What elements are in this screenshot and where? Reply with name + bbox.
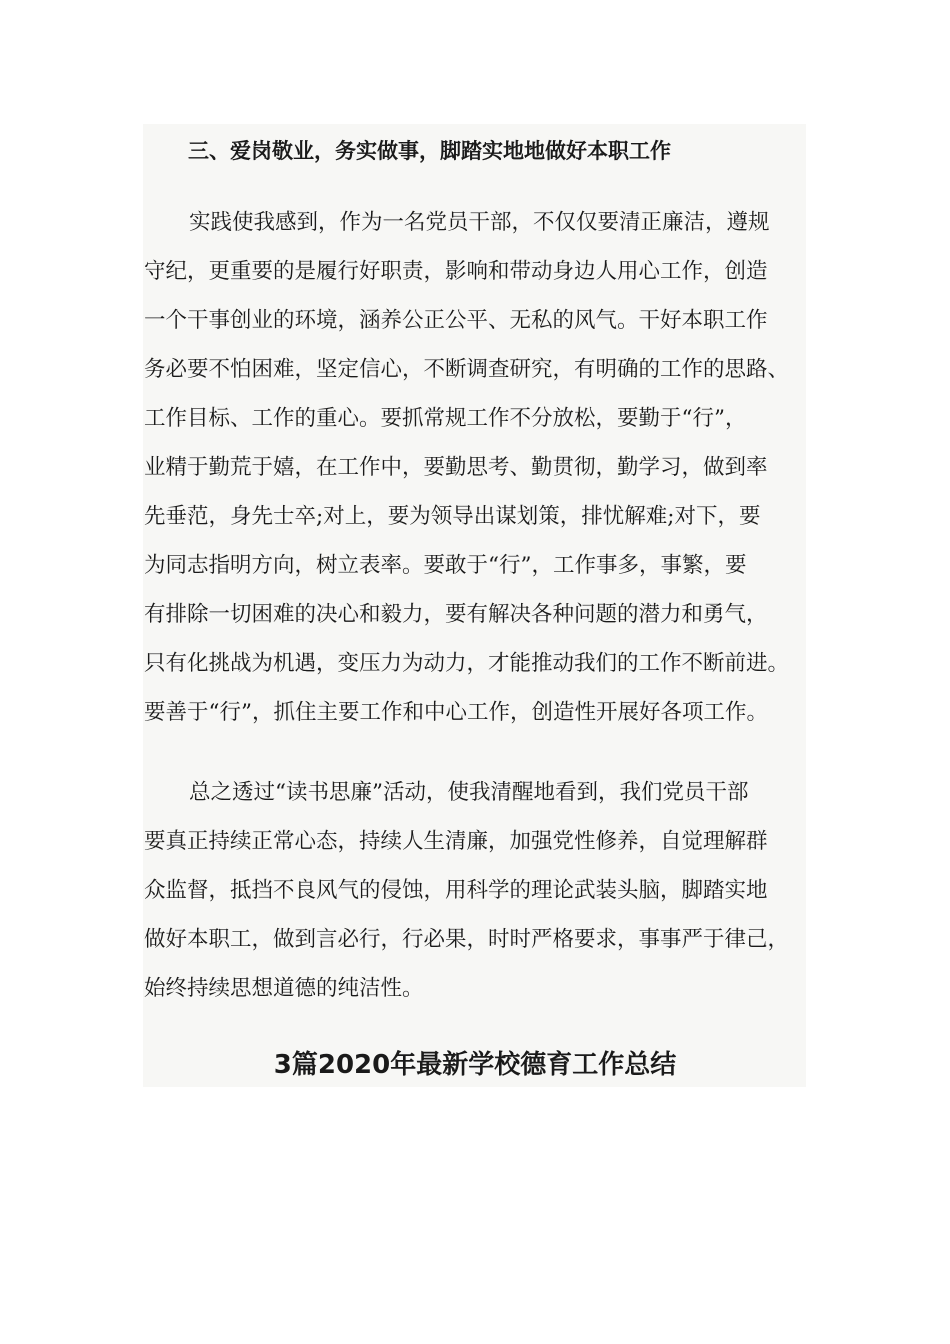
paragraph-line: 始终持续思想道德的纯洁性。 — [144, 976, 424, 1001]
paragraph-practice — [144, 198, 789, 737]
paragraph-line: 实践使我感到，作为一名党员干部，不仅仅要清正廉洁，遵规 — [189, 210, 770, 235]
document-title: 3篇2020年最新学校德育工作总结 — [273, 1050, 677, 1080]
paragraph-line: 先垂范，身先士卒;对上，要为领导出谋划策，排忧解难;对下，要 — [144, 504, 761, 529]
paragraph-line: 有排除一切困难的决心和毅力，要有解决各种问题的潜力和勇气， — [144, 602, 768, 627]
paragraph-line: 要善于“行”，抓住主要工作和中心工作，创造性开展好各项工作。 — [144, 700, 768, 725]
paragraph-line: 众监督，抵挡不良风气的侵蚀，用科学的理论武装头脑，脚踏实地 — [144, 878, 768, 903]
paragraph-line: 工作目标、工作的重心。要抓常规工作不分放松，要勤于“行”， — [144, 406, 747, 431]
paragraph-line: 要真正持续正常心态，持续人生清廉，加强党性修养，自觉理解群 — [144, 829, 768, 854]
paragraph-line: 业精于勤荒于嬉，在工作中，要勤思考、勤贯彻，勤学习，做到率 — [144, 455, 768, 480]
section-heading: 三、爱岗敬业，务实做事，脚踏实地地做好本职工作 — [188, 139, 671, 163]
paragraph-line: 为同志指明方向，树立表率。要敢于“行”，工作事多，事繁，要 — [144, 553, 747, 578]
paragraph-conclusion — [144, 768, 789, 1013]
paragraph-line: 务必要不怕困难，坚定信心，不断调查研究，有明确的工作的思路、 — [144, 357, 790, 382]
paragraph-line: 守纪，更重要的是履行好职责，影响和带动身边人用心工作，创造 — [144, 259, 768, 284]
paragraph-line: 做好本职工，做到言必行，行必果，时时严格要求，事事严于律己， — [144, 927, 790, 952]
paragraph-line: 只有化挑战为机遇，变压力为动力，才能推动我们的工作不断前进。 — [144, 651, 790, 676]
paragraph-line: 总之透过“读书思廉”活动，使我清醒地看到，我们党员干部 — [189, 780, 749, 805]
paragraph-line: 一个干事创业的环境，涵养公正公平、无私的风气。干好本职工作 — [144, 308, 768, 333]
